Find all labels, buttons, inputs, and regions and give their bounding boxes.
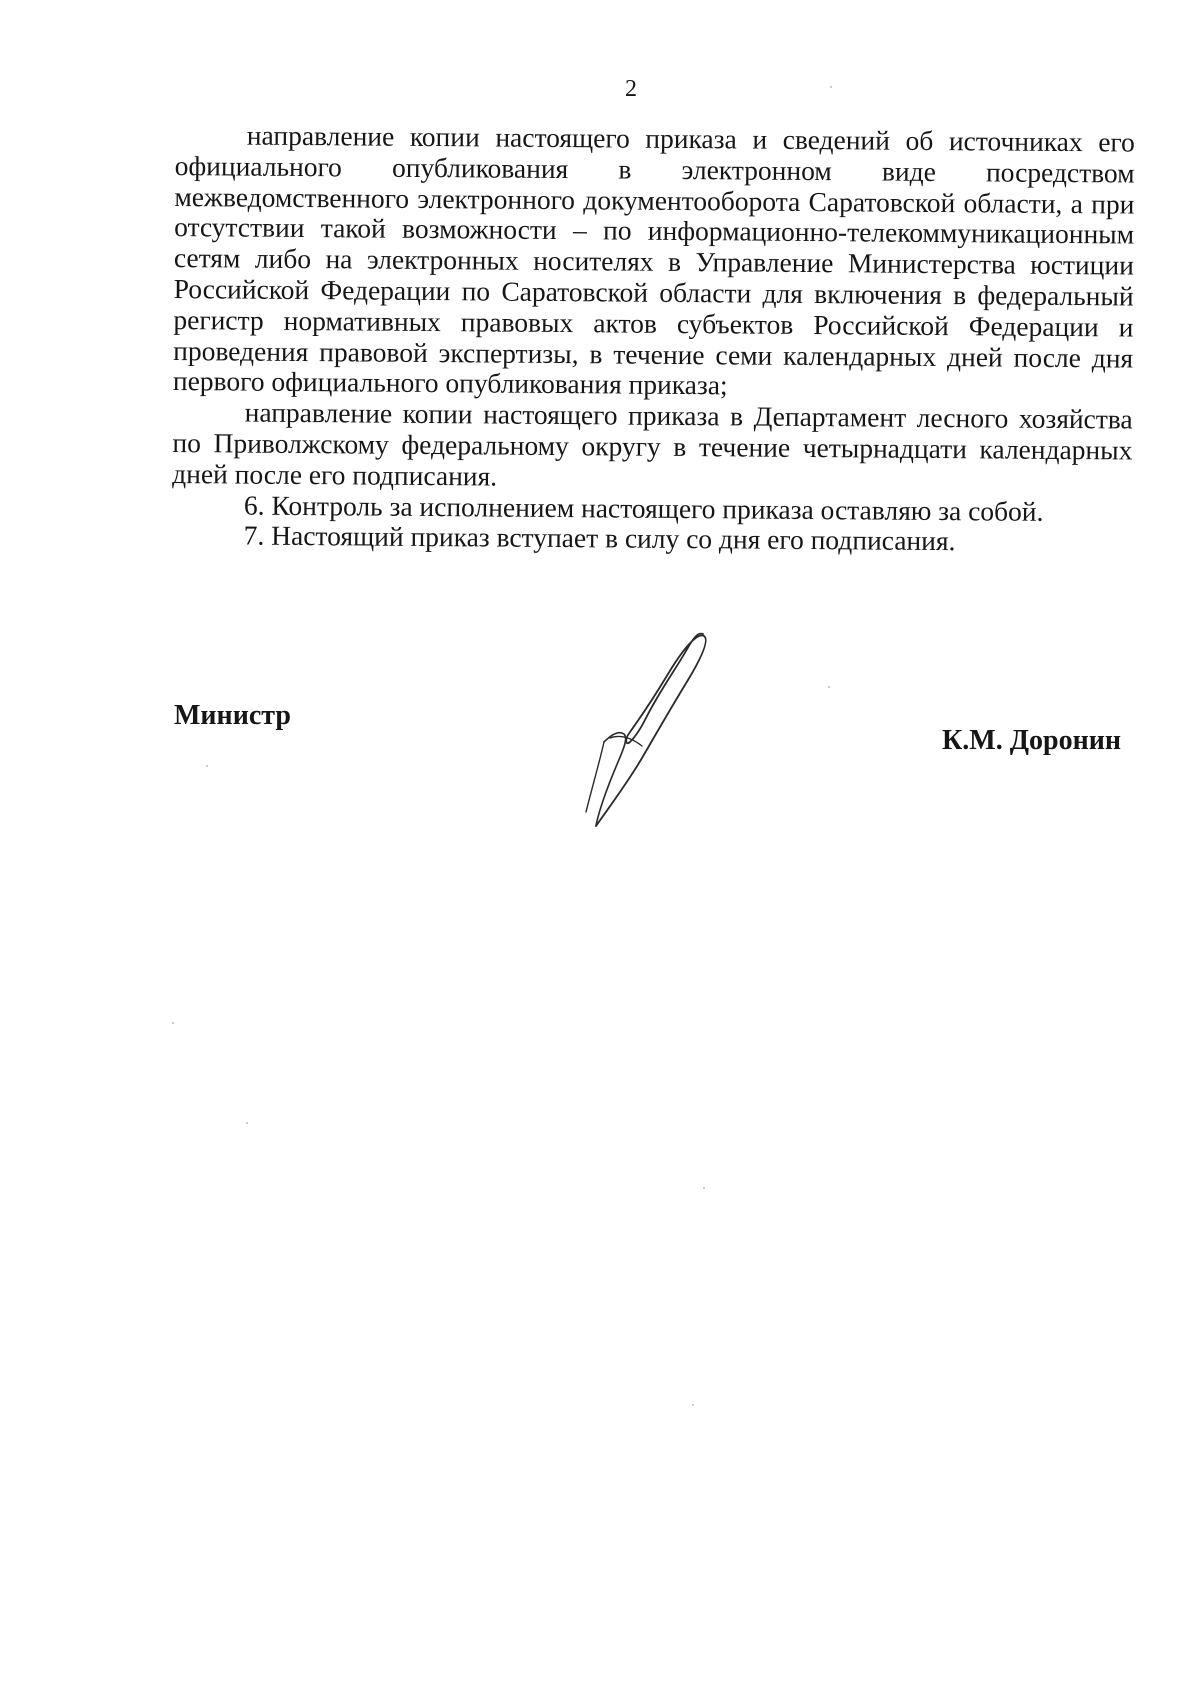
page-number: 2 xyxy=(625,76,637,102)
scan-speck xyxy=(703,1187,705,1189)
signer-name: К.М. Доронин xyxy=(942,725,1121,756)
signer-position: Министр xyxy=(174,700,291,731)
paragraph-control-clause: 6. Контроль за исполнением настоящего приказа оставляю за собой. xyxy=(243,489,1044,527)
scan-speck xyxy=(206,765,208,767)
scan-speck xyxy=(172,1022,174,1024)
scan-speck xyxy=(692,1404,694,1406)
paragraph-forest-department-copy: направление копии настоящего приказа в Департамент лесного хозяйства по Приволжскому федеральному округу в течение четырнадцати календарных дней после его подписания. xyxy=(172,396,1133,492)
document-body xyxy=(172,120,1135,559)
scan-speck xyxy=(830,86,832,88)
paragraph-publication-copy: направление копии настоящего приказа и сведений об источниках его официального опубликования в электронном виде посредством межведомственного электронного документооборота Саратовской области, а при отсутствии такой возможности – по информационно-телекоммуникационным сетям либо на электронных носителях в Управление Министерства юстиции Российской Федерации по Саратовской области для включения в федеральный регистр нормативных правовых актов субъектов Российской Федерации и проведения правовой экспертизы, в течение семи календарных дней после дня первого официального опубликования приказа; xyxy=(172,119,1135,401)
scan-speck xyxy=(246,1122,248,1124)
handwritten-signature-icon xyxy=(560,630,740,830)
paragraph-effective-date-clause: 7. Настоящий приказ вступает в силу со дня его подписания. xyxy=(243,519,956,557)
scan-speck xyxy=(828,686,830,688)
